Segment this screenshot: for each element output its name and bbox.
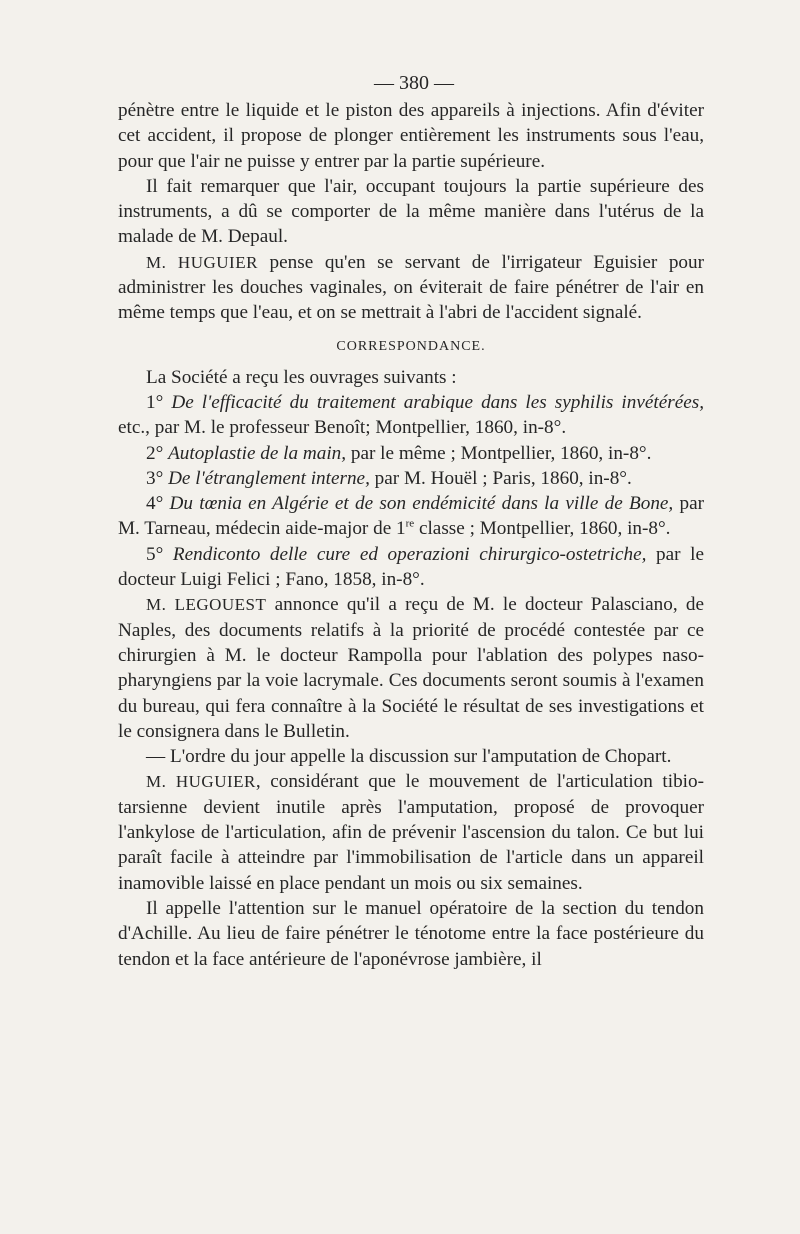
item-title: Du tœnia en Algérie et de son endémicité dans la ville de Bone, [169,493,674,515]
item-title: Rendiconto delle cure ed operazioni chirurgico-ostetriche, [172,543,647,565]
paragraph-text: pense qu'en se servant de l'irrigateur Eguisier pour administrer les douches vaginales, on éviterait de faire pénétrer de l'air en même temps que l'eau, et on se mettrait à l'abri de l'accident signalé. [118,251,704,324]
section-heading: CORRESPONDANCE. [336,338,486,354]
paragraph-4: La Société a reçu les ouvrages suivants : [146,366,457,388]
paragraph-2: Il fait remarquer que l'air, occupant toujours la partie supérieure des instruments, a dû se comporter de la même manière dans l'utérus de la malade de M. Depaul. [118,175,704,248]
paragraph-7 [118,769,704,895]
speaker-name: M. HUGUIER [146,772,256,792]
item-title: De l'étranglement interne, [168,467,370,489]
item-number: 4° [146,493,164,515]
paragraph-1: pénètre entre le liquide et le piston des appareils à injections. Afin d'éviter cet accident, il propose de plonger entièrement les instruments sous l'eau, pour que l'air ne puisse y entrer par la partie supérieure. [118,100,704,172]
item-title: De l'efficacité du traitement arabique dans les syphilis invétérées, [171,391,704,413]
item-superscript: re [405,518,415,531]
paragraph-6: — L'ordre du jour appelle la discussion sur l'amputation de Chopart. [146,746,672,768]
list-item [118,491,704,542]
page-number: — 380 — [374,72,454,94]
paragraph-text: , considérant que le mouvement de l'articulation tibio-tarsienne devient inutile après l'amputation, proposé de provoquer l'ankylose de l'articulation, afin de prévenir l'ascension du talon. Ce but lui paraît facile à atteindre par l'immobilisation de l'article dans un appareil inamovible laissé en place pendant un mois ou six semaines. [118,771,704,894]
list-item [118,390,704,441]
paragraph-3 [118,250,704,326]
speaker-name: M. HUGUIER [146,252,258,272]
item-number: 2° [146,442,164,464]
item-number: 1° [146,391,164,413]
item-title: Autoplastie de la main, [168,442,347,464]
item-rest: par le même ; Montpellier, 1860, in-8°. [346,442,652,464]
item-rest: etc., par M. le professeur Benoît; Montpellier, 1860, in-8°. [118,417,567,439]
paragraph-text: annonce qu'il a reçu de M. le docteur Palasciano, de Naples, des documents relatifs à la priorité de procédé contestée par ce chirurgien à M. le docteur Rampolla pour l'ablation des polypes naso-pharyngiens par la voie lacrymale. Ces documents seront soumis à l'examen du bureau, qui fera connaître à la Société le résultat de ses investigations et le consignera dans le Bulletin. [118,594,704,742]
list-item [118,441,704,466]
item-rest: par M. Tarneau, médecin aide-major de 1 [118,493,704,540]
body-text [118,98,704,972]
item-number: 3° [146,467,164,489]
item-rest: par M. Houël ; Paris, 1860, in-8°. [369,467,632,489]
item-rest: par le docteur Luigi Felici ; Fano, 1858, in-8°. [118,543,704,591]
speaker-name: M. LEGOUEST [146,595,267,615]
paragraph-5 [118,592,704,744]
item-rest-2: classe ; Montpellier, 1860, in-8°. [414,518,671,540]
list-item [118,466,704,491]
list-item [118,542,704,593]
item-number: 5° [146,543,164,565]
paragraph-8: Il appelle l'attention sur le manuel opératoire de la section du tendon d'Achille. Au lieu de faire pénétrer le ténotome entre la face postérieure du tendon et la face antérieure de l'aponévrose jambière, il [118,897,704,970]
